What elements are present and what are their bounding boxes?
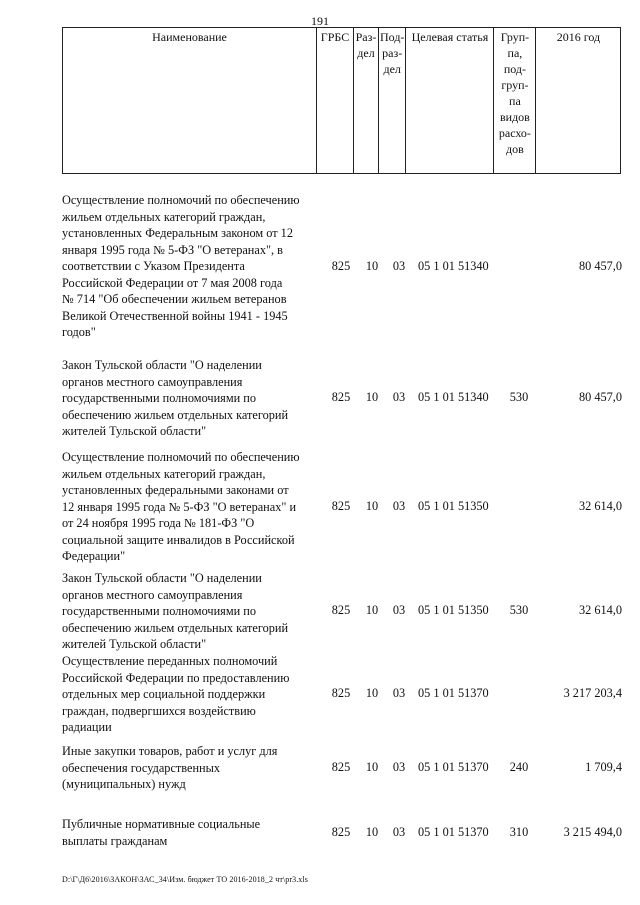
row-podrazdel: 03 — [392, 603, 406, 617]
row-name: Публичные нормативные социальные выплаты гражданам — [62, 817, 261, 848]
row-podrazdel: 03 — [392, 686, 406, 700]
table-header — [62, 27, 621, 174]
row-name: Осуществление переданных полномочий Российской Федерации по предоставлению отдельных мер социальной поддержки граждан, подвергшихся воздействию радиации — [62, 654, 290, 734]
row-razdel: 10 — [365, 686, 379, 700]
row-amount: 32 614,0 — [578, 603, 622, 617]
row-amount: 1 709,4 — [585, 760, 622, 774]
row-name: Иные закупки товаров, работ и услуг для обеспечения государственных (муниципальных) нужд — [62, 744, 278, 791]
row-razdel: 10 — [365, 825, 379, 839]
row-grbs: 825 — [331, 499, 351, 513]
row-target: 05 1 01 51370 — [418, 760, 489, 774]
row-target: 05 1 01 51350 — [418, 603, 489, 617]
row-amount: 80 457,0 — [578, 390, 622, 404]
page-number: 191 — [311, 14, 329, 28]
row-podrazdel: 03 — [392, 825, 406, 839]
row-target: 05 1 01 51370 — [418, 825, 489, 839]
header-podrazdel: Под- раз- дел — [379, 28, 406, 174]
row-amount: 3 215 494,0 — [563, 825, 622, 839]
row-group: 530 — [509, 603, 529, 617]
row-amount: 80 457,0 — [578, 259, 622, 273]
row-target: 05 1 01 51370 — [418, 686, 489, 700]
row-razdel: 10 — [365, 760, 379, 774]
row-group: 530 — [509, 390, 529, 404]
row-grbs: 825 — [331, 686, 351, 700]
row-razdel: 10 — [365, 390, 379, 404]
row-target: 05 1 01 51340 — [418, 390, 489, 404]
header-razdel: Раз- дел — [354, 28, 379, 174]
row-name: Осуществление полномочий по обеспечению жильем отдельных категорий граждан, установленных Федеральным законом от 12 января 1995 года № 5-ФЗ "О ветеранах", в соответствии с Указом Президента Российской Федерации от 7 мая 2008 года № 714 "Об обеспечении жильем ветеранов Великой Отечественной войны 1941 - 1945 годов" — [62, 193, 300, 339]
row-razdel: 10 — [365, 603, 379, 617]
row-podrazdel: 03 — [392, 760, 406, 774]
row-podrazdel: 03 — [392, 499, 406, 513]
header-group: Груп- па, под- груп- па видов расхо- дов — [494, 28, 536, 174]
row-razdel: 10 — [365, 259, 379, 273]
header-year: 2016 год — [536, 28, 621, 174]
row-target: 05 1 01 51350 — [418, 499, 489, 513]
file-path-footer: D:\Г\Д6\2016\ЗАКОН\ЗАС_34\Изм. бюджет ТО 2016-2018_2 чт\pr3.xls — [62, 875, 308, 884]
row-amount: 3 217 203,4 — [563, 686, 622, 700]
row-grbs: 825 — [331, 603, 351, 617]
row-podrazdel: 03 — [392, 390, 406, 404]
row-name: Закон Тульской области "О наделении органов местного самоуправления государственными полномочиями по обеспечению жильем отдельных категорий жителей Тульской области" — [62, 358, 289, 438]
row-target: 05 1 01 51340 — [418, 259, 489, 273]
row-grbs: 825 — [331, 390, 351, 404]
header-grbs: ГРБС — [317, 28, 354, 174]
row-group: 310 — [509, 825, 529, 839]
row-amount: 32 614,0 — [578, 499, 622, 513]
row-razdel: 10 — [365, 499, 379, 513]
row-name: Закон Тульской области "О наделении органов местного самоуправления государственными полномочиями по обеспечению жильем отдельных категорий жителей Тульской области" — [62, 571, 289, 651]
row-grbs: 825 — [331, 760, 351, 774]
row-grbs: 825 — [331, 825, 351, 839]
header-target: Целевая статья — [406, 28, 494, 174]
row-podrazdel: 03 — [392, 259, 406, 273]
row-name: Осуществление полномочий по обеспечению жильем отдельных категорий граждан, установленных федеральными законами от 12 января 1995 года № 5-ФЗ "О ветеранах" и от 24 ноября 1995 года № 181-ФЗ "О социальной защите инвалидов в Российской Федерации" — [62, 450, 300, 563]
header-name: Наименование — [63, 28, 317, 174]
row-grbs: 825 — [331, 259, 351, 273]
row-group: 240 — [509, 760, 529, 774]
